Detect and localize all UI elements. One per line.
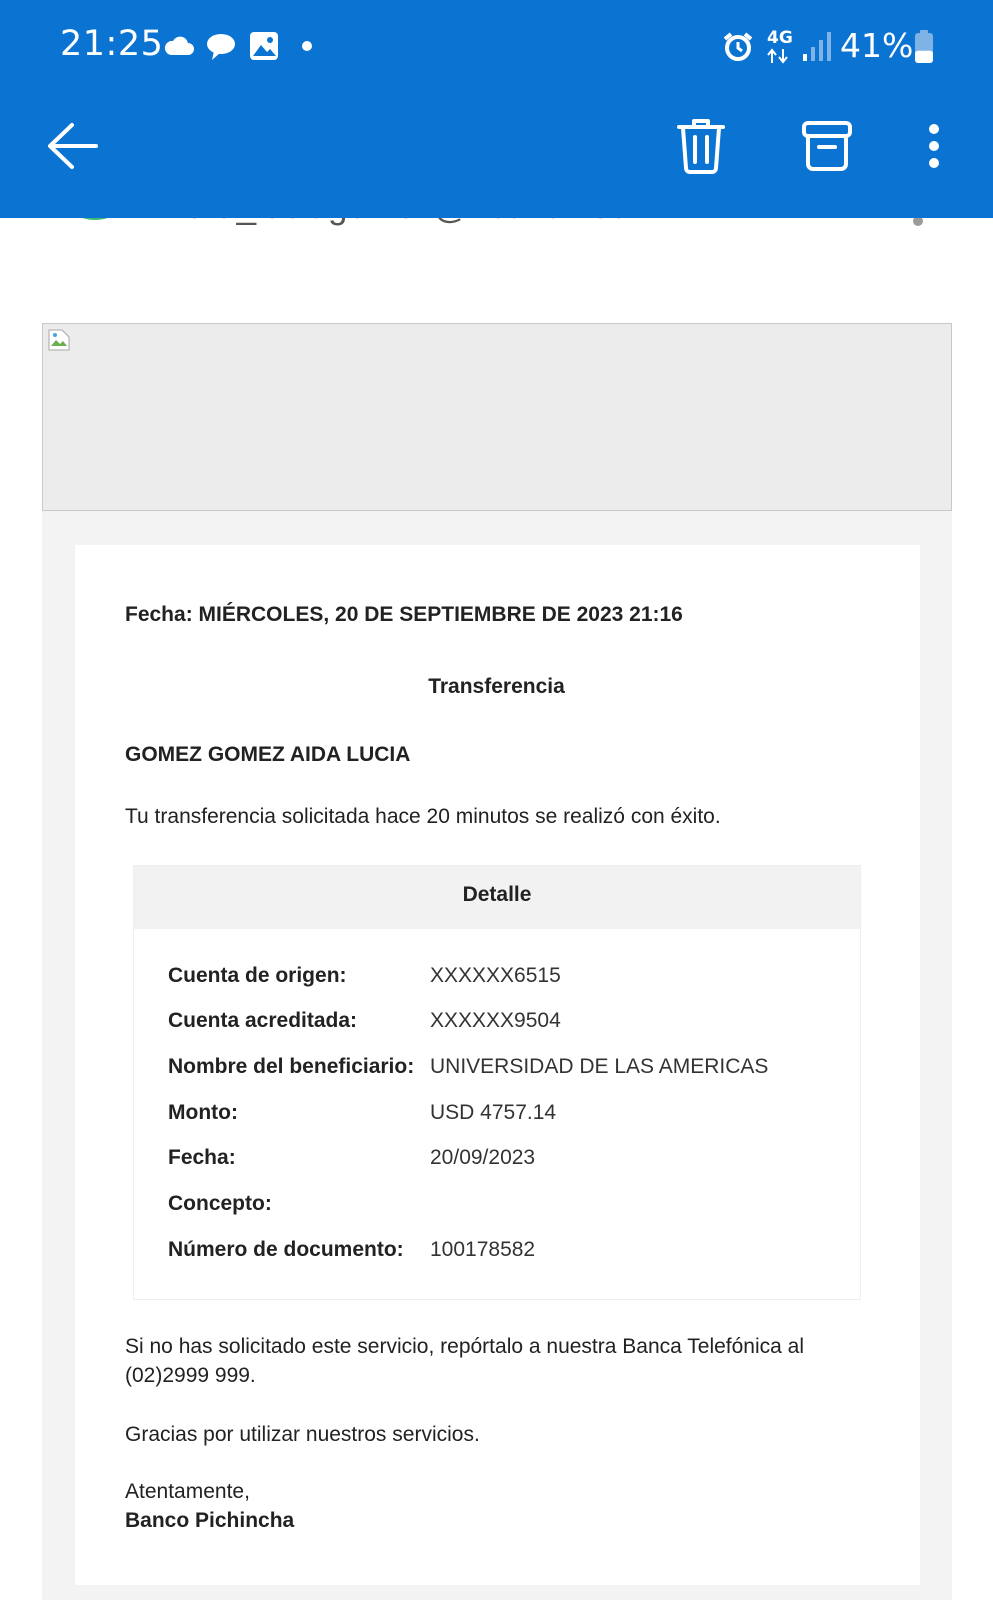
detail-row-label: Monto: [168,1101,238,1124]
battery-percent: 41% [840,26,914,65]
back-arrow-icon[interactable] [46,122,98,170]
thanks-text: Gracias por utilizar nuestros servicios. [125,1423,480,1446]
email-heading: Transferencia [428,675,565,698]
email-date-line: Fecha: MIÉRCOLES, 20 DE SEPTIEMBRE DE 2023 21:16 [125,603,683,626]
detail-row-value: XXXXXX6515 [430,964,561,987]
app-bar [0,0,993,218]
detail-row-label: Cuenta de origen: [168,964,347,987]
detail-row-label: Número de documento: [168,1238,404,1261]
broken-image-icon [47,328,71,352]
chat-bubble-icon [205,32,237,62]
cloud-icon [163,34,195,56]
detail-title: Detalle [462,883,532,906]
detail-row-value: 100178582 [430,1238,536,1261]
bank-signature: Banco Pichincha [125,1509,295,1532]
closing-text: Atentamente, [125,1480,250,1503]
warning-text-line2: (02)2999 999. [125,1364,256,1387]
detail-row-value: USD 4757.14 [430,1101,557,1124]
network-type: 4G [767,28,793,48]
archive-icon[interactable] [801,120,853,172]
data-arrows-icon [767,48,789,64]
battery-icon [914,30,934,64]
detail-row-label: Fecha: [168,1146,236,1169]
notification-dot [302,41,312,51]
warning-text-line1: Si no has solicitado este servicio, repórtalo a nuestra Banca Telefónica al [125,1335,805,1358]
gallery-icon [249,31,279,61]
status-time: 21:25 [60,24,164,64]
trash-icon[interactable] [675,118,727,174]
alarm-icon [722,31,754,63]
intro-text: Tu transferencia solicitada hace 20 minutos se realizó con éxito. [125,805,721,828]
detail-row-label: Concepto: [168,1192,272,1215]
detail-row-label: Nombre del beneficiario: [168,1055,415,1078]
detail-table [133,865,861,1300]
more-vertical-icon[interactable] [922,122,946,174]
customer-name: GOMEZ GOMEZ AIDA LUCIA [125,743,411,766]
email-banner-image [42,323,952,511]
detail-header [134,866,860,929]
detail-row-value: 20/09/2023 [430,1146,536,1169]
status-bar [0,0,993,95]
detail-row-value: UNIVERSIDAD DE LAS AMERICAS [430,1055,769,1078]
detail-row-label: Cuenta acreditada: [168,1009,358,1032]
detail-row-value: XXXXXX9504 [430,1009,561,1032]
signal-icon [802,30,832,62]
